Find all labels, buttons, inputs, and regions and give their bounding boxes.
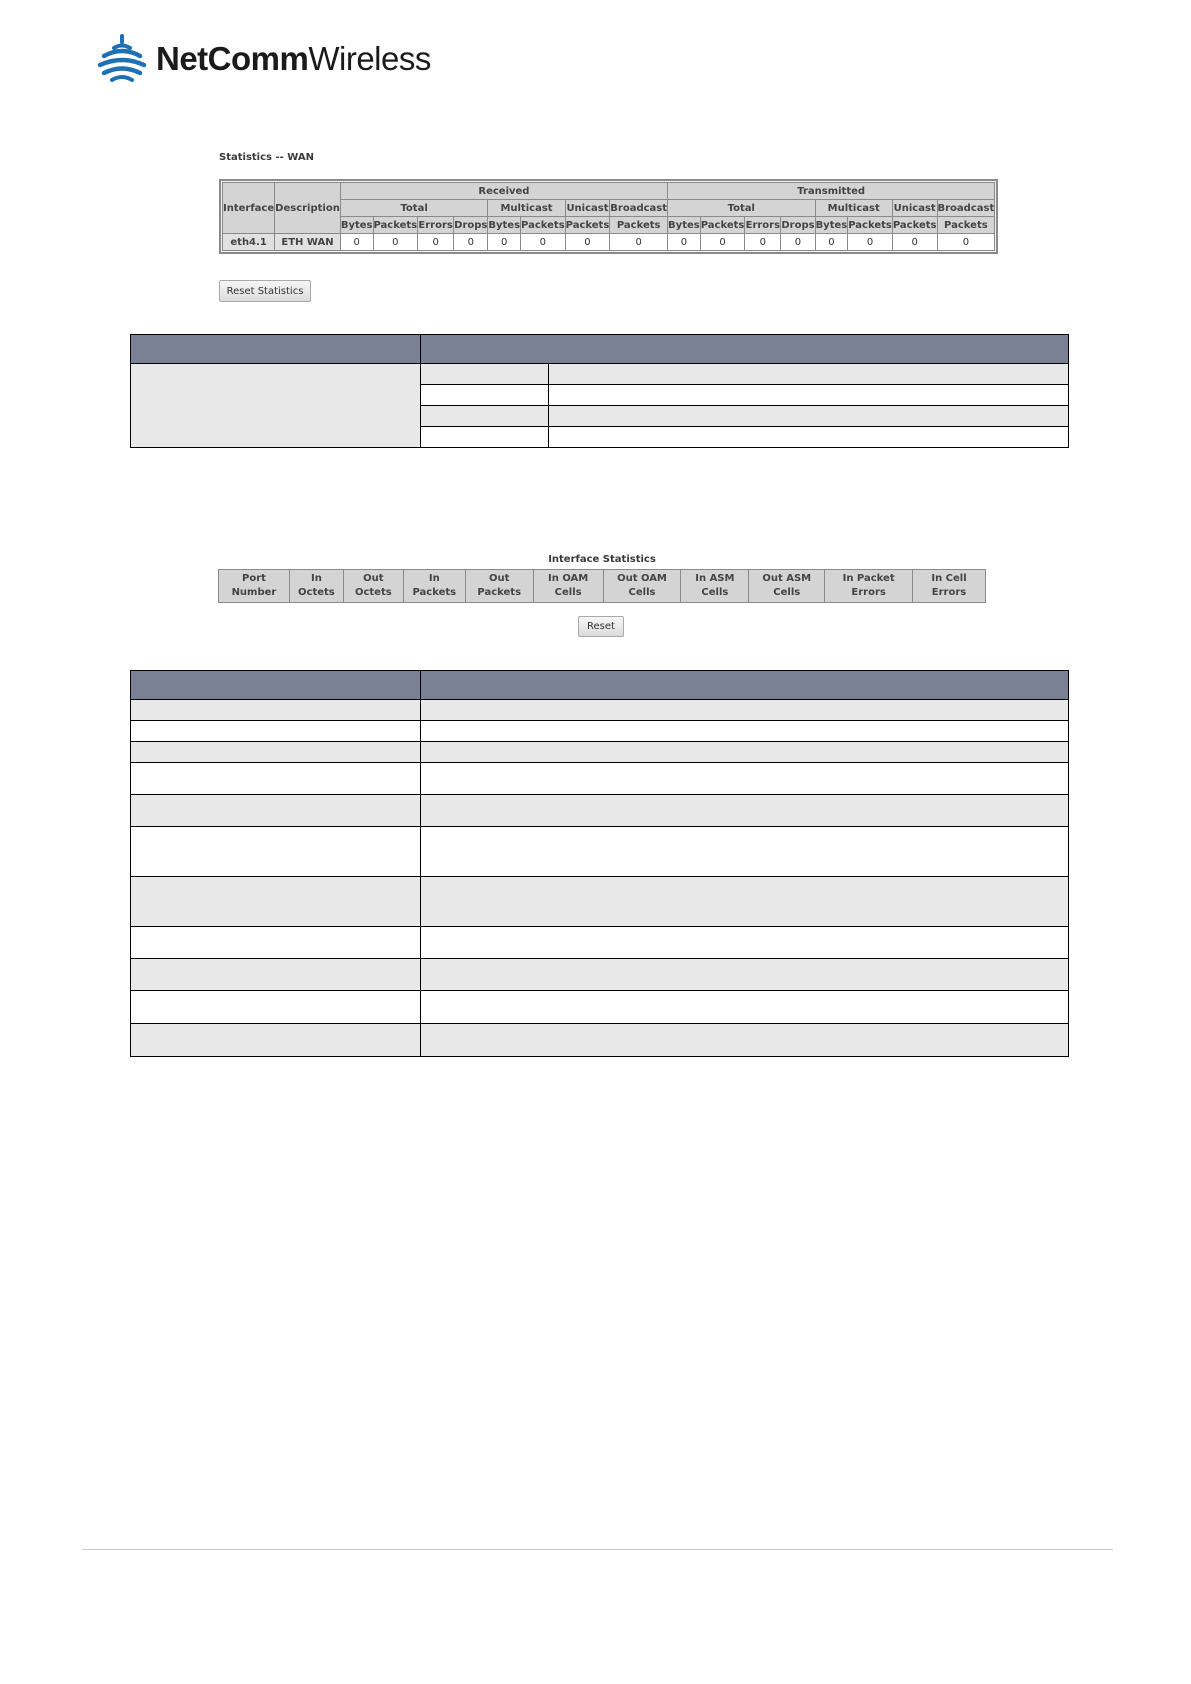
stat-cell: 0	[521, 234, 566, 251]
col-in-asm-cells: In ASM Cells	[681, 570, 749, 603]
stat-cell: 0	[848, 234, 893, 251]
table-cell	[131, 927, 421, 959]
reset-button[interactable]: Reset	[578, 616, 624, 637]
table-cell	[549, 406, 1069, 427]
wan-stats-table	[222, 182, 995, 251]
col-received: Received	[340, 183, 667, 200]
table-cell	[421, 959, 1069, 991]
table-row	[131, 991, 1069, 1024]
col-in-oam-cells: In OAM Cells	[533, 570, 603, 603]
table-row	[131, 1024, 1069, 1057]
col-interface: Interface	[223, 183, 275, 234]
table-cell	[131, 1024, 421, 1057]
rx-broadcast-packets: Packets	[610, 217, 668, 234]
stat-cell: 0	[700, 234, 745, 251]
rx-total-drops: Drops	[454, 217, 488, 234]
netcomm-logo	[96, 34, 431, 84]
table-row	[131, 927, 1069, 959]
stat-cell: 0	[937, 234, 995, 251]
brand-name: NetCommWireless	[156, 40, 431, 77]
table-cell	[421, 1024, 1069, 1057]
table-cell	[421, 742, 1069, 763]
table-cell	[421, 827, 1069, 877]
table-row	[131, 700, 1069, 721]
tx-unicast: Unicast	[892, 200, 937, 217]
table-cell	[421, 763, 1069, 795]
stat-cell: 0	[815, 234, 848, 251]
tx-broadcast-packets: Packets	[937, 217, 995, 234]
table-cell	[421, 385, 549, 406]
tx-multicast: Multicast	[815, 200, 892, 217]
table-row	[131, 742, 1069, 763]
rx-multicast-bytes: Bytes	[488, 217, 521, 234]
table-row	[223, 234, 995, 251]
rx-total-bytes: Bytes	[340, 217, 373, 234]
table-cell	[549, 385, 1069, 406]
rx-total-packets: Packets	[373, 217, 418, 234]
stat-cell: 0	[745, 234, 781, 251]
row-interface: eth4.1	[223, 234, 275, 251]
table-row	[131, 364, 1069, 385]
stat-cell: 0	[610, 234, 668, 251]
rx-unicast-packets: Packets	[565, 217, 610, 234]
table-cell	[131, 877, 421, 927]
col-description: Description	[275, 183, 341, 234]
table-cell	[549, 364, 1069, 385]
col-port-number: Port Number	[219, 570, 290, 603]
table-cell	[421, 364, 549, 385]
tx-total: Total	[668, 200, 816, 217]
col-in-packets: In Packets	[403, 570, 465, 603]
wan-stats-caption: Statistics -- WAN	[219, 152, 314, 163]
table-cell	[421, 927, 1069, 959]
col-out-asm-cells: Out ASM Cells	[749, 570, 825, 603]
rx-total: Total	[340, 200, 488, 217]
col-in-octets: In Octets	[289, 570, 343, 603]
stat-cell: 0	[781, 234, 815, 251]
tx-total-errors: Errors	[745, 217, 781, 234]
interface-stats-table	[218, 569, 986, 603]
table-row	[131, 721, 1069, 742]
wifi-signal-icon	[96, 34, 148, 84]
table-cell	[421, 406, 549, 427]
rx-multicast-packets: Packets	[521, 217, 566, 234]
row-description: ETH WAN	[275, 234, 341, 251]
tx-multicast-bytes: Bytes	[815, 217, 848, 234]
wan-description-table	[130, 334, 1069, 448]
header-cell	[131, 335, 421, 364]
table-cell	[131, 959, 421, 991]
stat-cell: 0	[373, 234, 418, 251]
stat-cell: 0	[565, 234, 610, 251]
col-in-packet-errors: In Packet Errors	[825, 570, 913, 603]
col-out-packets: Out Packets	[465, 570, 533, 603]
table-cell	[421, 700, 1069, 721]
col-transmitted: Transmitted	[668, 183, 995, 200]
tx-multicast-packets: Packets	[848, 217, 893, 234]
col-out-oam-cells: Out OAM Cells	[603, 570, 681, 603]
rx-total-errors: Errors	[418, 217, 454, 234]
table-cell	[421, 991, 1069, 1024]
table-row	[131, 795, 1069, 827]
table-cell	[421, 427, 549, 448]
table-cell	[549, 427, 1069, 448]
stat-cell: 0	[340, 234, 373, 251]
header-cell	[421, 671, 1069, 700]
table-header-row	[131, 335, 1069, 364]
table-cell	[131, 795, 421, 827]
wan-stats-table-frame	[219, 179, 998, 254]
table-cell	[131, 991, 421, 1024]
table-row	[131, 827, 1069, 877]
tx-total-bytes: Bytes	[668, 217, 701, 234]
tx-unicast-packets: Packets	[892, 217, 937, 234]
rx-unicast: Unicast	[565, 200, 610, 217]
table-row	[131, 877, 1069, 927]
table-cell	[421, 877, 1069, 927]
stat-cell: 0	[418, 234, 454, 251]
table-cell	[131, 827, 421, 877]
table-row	[131, 959, 1069, 991]
col-out-octets: Out Octets	[343, 570, 403, 603]
interface-description-table	[130, 670, 1069, 1057]
table-header-row	[131, 671, 1069, 700]
stat-cell: 0	[892, 234, 937, 251]
table-row	[131, 763, 1069, 795]
table-cell	[131, 742, 421, 763]
col-in-cell-errors: In Cell Errors	[913, 570, 986, 603]
table-cell	[421, 721, 1069, 742]
tx-total-packets: Packets	[700, 217, 745, 234]
stat-cell: 0	[488, 234, 521, 251]
stat-cell: 0	[668, 234, 701, 251]
stat-cell: 0	[454, 234, 488, 251]
table-cell	[131, 700, 421, 721]
header-cell	[131, 671, 421, 700]
table-cell	[131, 721, 421, 742]
interface-stats-caption: Interface Statistics	[548, 554, 656, 565]
table-cell	[131, 763, 421, 795]
tx-total-drops: Drops	[781, 217, 815, 234]
rx-multicast: Multicast	[488, 200, 565, 217]
table-cell	[421, 795, 1069, 827]
reset-statistics-button[interactable]: Reset Statistics	[219, 280, 311, 302]
rx-broadcast: Broadcast	[610, 200, 668, 217]
table-cell	[131, 364, 421, 448]
footer-divider	[82, 1549, 1113, 1550]
header-cell	[421, 335, 1069, 364]
tx-broadcast: Broadcast	[937, 200, 995, 217]
